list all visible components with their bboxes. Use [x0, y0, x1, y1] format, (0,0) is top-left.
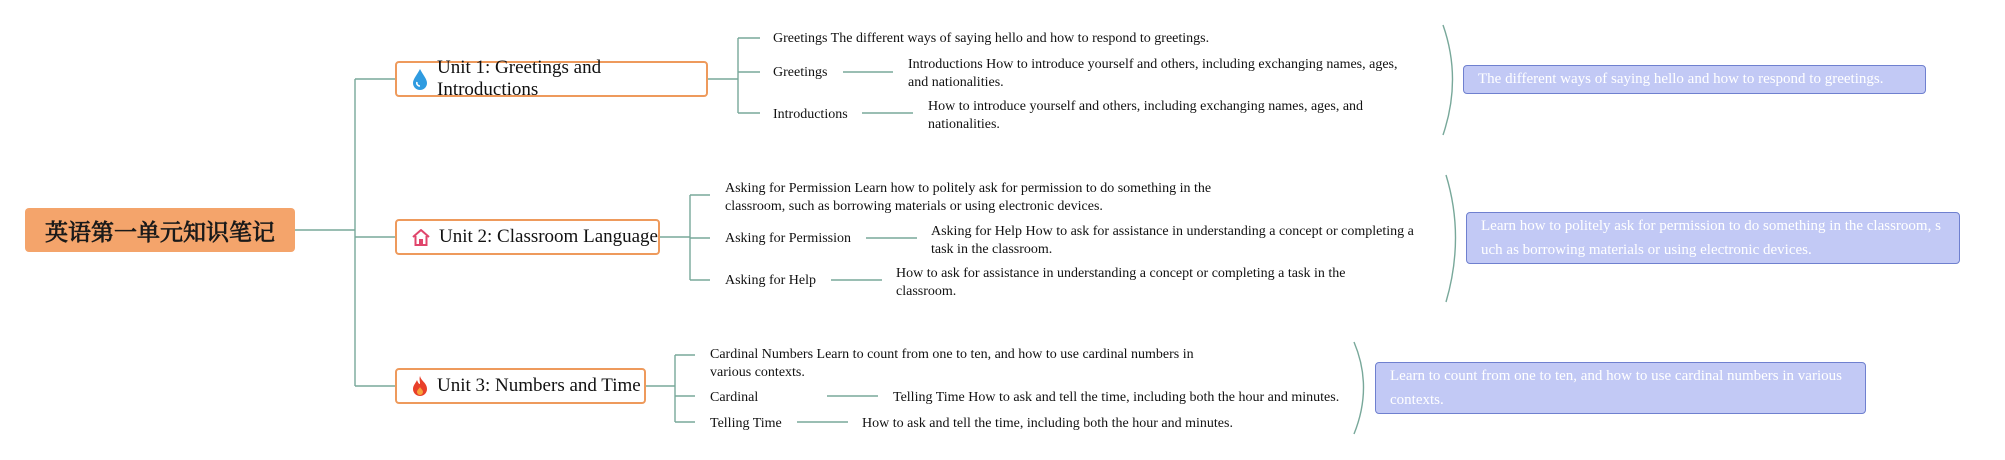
unit-3-overview[interactable]: Cardinal Numbers Learn to count from one to ten, and how to use cardinal numbers in various contexts.: [710, 347, 1194, 380]
water-drop-icon: [411, 68, 429, 90]
unit-2-topic[interactable]: [395, 219, 660, 255]
unit-2-summary[interactable]: Learn how to politely ask for permission to do something in the classroom, such as borrowing materials or using electronic devices.: [1466, 212, 1960, 264]
unit-2-title: Unit 2: Classroom Language: [439, 226, 658, 247]
root-topic[interactable]: [25, 208, 295, 252]
unit-2-topic-asking-permission[interactable]: Asking for Permission: [725, 231, 851, 246]
unit-3-title: Unit 3: Numbers and Time: [437, 375, 641, 396]
root-title: 英语第一单元知识笔记: [45, 219, 275, 246]
unit-1-title: Unit 1: Greetings and Introductions: [437, 57, 602, 100]
unit-3-topic[interactable]: [395, 368, 646, 404]
unit-2-overview[interactable]: Asking for Permission Learn how to politely ask for permission to do something in the classroom, such as borrowing materials or using electronic devices.: [725, 181, 1212, 214]
unit-1-overview[interactable]: Greetings The different ways of saying hello and how to respond to greetings.: [773, 31, 1210, 46]
unit-2-topic-asking-permission-detail[interactable]: Asking for Help How to ask for assistance in understanding a concept or completing a task in the classroom.: [931, 224, 1414, 257]
unit-1-topic[interactable]: [395, 57, 708, 100]
unit-3-topic-cardinal-detail[interactable]: Telling Time How to ask and tell the time, including both the hour and minutes.: [893, 390, 1340, 405]
unit-1-topic-introductions[interactable]: Introductions: [773, 107, 848, 122]
unit-1-summary[interactable]: The different ways of saying hello and how to respond to greetings.: [1463, 65, 1926, 94]
unit-3-topic-telling-time[interactable]: Telling Time: [710, 416, 782, 431]
unit-2-topic-asking-help[interactable]: Asking for Help: [725, 273, 816, 288]
unit-2-topic-asking-help-detail[interactable]: How to ask for assistance in understanding a concept or completing a task in the classroom.: [896, 266, 1346, 299]
unit-3-topic-cardinal[interactable]: Cardinal: [710, 390, 759, 405]
house-icon: [411, 227, 431, 247]
unit-1-topic-introductions-detail[interactable]: How to introduce yourself and others, including exchanging names, ages, and nationalities.: [928, 99, 1364, 132]
unit-1-topic-greetings-detail[interactable]: Introductions How to introduce yourself and others, including exchanging names, ages, and nationalities.: [908, 57, 1398, 90]
unit-1-topic-greetings[interactable]: Greetings: [773, 65, 828, 80]
unit-3-topic-telling-time-detail[interactable]: How to ask and tell the time, including both the hour and minutes.: [862, 416, 1233, 431]
fire-icon: [411, 375, 429, 397]
unit-3-summary[interactable]: Learn to count from one to ten, and how to use cardinal numbers in various contexts.: [1375, 362, 1866, 414]
